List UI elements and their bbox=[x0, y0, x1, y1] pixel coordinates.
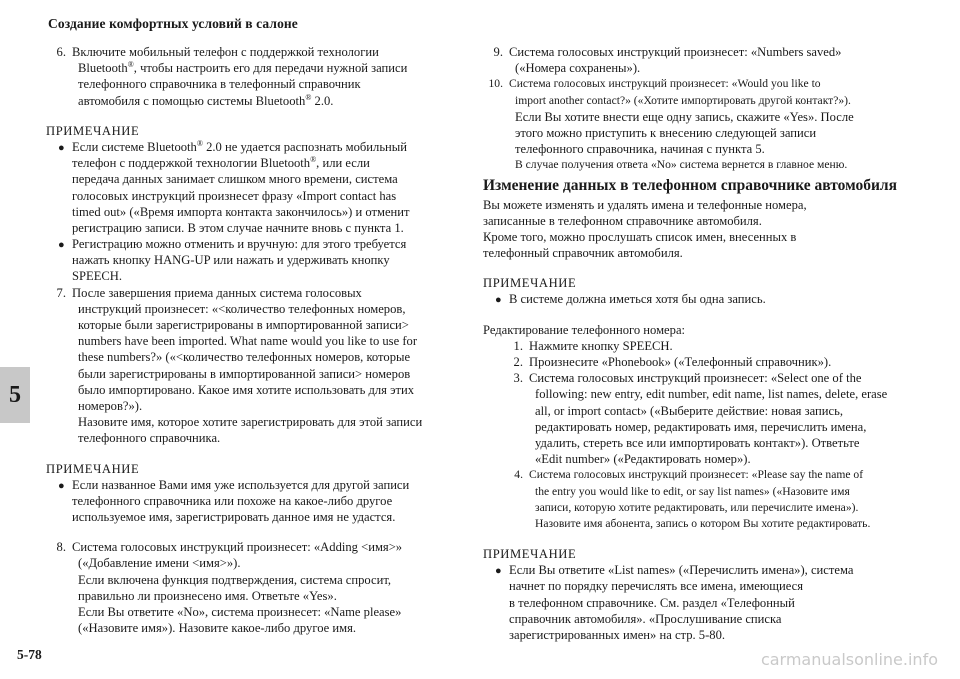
step-number: 2. bbox=[513, 355, 523, 369]
note-4 bbox=[483, 546, 903, 643]
step-number: 10. bbox=[488, 77, 503, 91]
step-text: the entry you would like to edit, or say list names» («Назовите имя bbox=[535, 484, 850, 498]
paragraph-text: Кроме того, можно прослушать список имен, внесенных в bbox=[483, 229, 797, 244]
step-text: , чтобы настроить его для передачи нужной записи bbox=[133, 61, 408, 76]
step-text: numbers have been imported. What name would you like to use for bbox=[78, 334, 418, 349]
step-text: удалить, стереть все или импортировать контакт»). Ответьте bbox=[535, 435, 860, 450]
step-number: 8. bbox=[56, 540, 66, 555]
registered-mark: ® bbox=[196, 138, 203, 148]
step-number: 4. bbox=[514, 468, 523, 482]
note-text: регистрацию записи. В этом случае начните вновь с пункта 1. bbox=[72, 220, 404, 235]
step-text: записи, которую хотите редактировать, или перечислите имена»). bbox=[535, 500, 859, 514]
paragraph-text: Вы можете изменять и удалять имена и телефонные номера, bbox=[483, 197, 807, 212]
step-text: «Edit number» («Редактировать номер»). bbox=[535, 452, 751, 467]
step-text: import another contact?» («Хотите импортировать другой контакт?»). bbox=[515, 93, 851, 107]
step-text: Система голосовых инструкций произнесет: «Select one of the bbox=[529, 371, 862, 386]
step-text: Назовите имя, которое хотите зарегистрировать для этой записи bbox=[78, 415, 423, 430]
section-tab: 5 bbox=[0, 367, 30, 423]
step-text: номеров?»). bbox=[78, 398, 143, 413]
step-number: 6. bbox=[56, 45, 66, 59]
note-text: телефон с поддержкой технологии Bluetooth bbox=[72, 156, 311, 171]
step-text: Система голосовых инструкций произнесет: «Please say the name of bbox=[529, 468, 864, 482]
step-text: Если включена функция подтверждения, система спросит, bbox=[78, 572, 392, 587]
step-text: («Номера сохранены»). bbox=[515, 61, 641, 76]
note-label: ПРИМЕЧАНИЕ bbox=[46, 123, 140, 138]
registered-mark: ® bbox=[305, 92, 312, 102]
note-label: ПРИМЕЧАНИЕ bbox=[483, 276, 577, 291]
step-text: автомобиля с помощью системы Bluetooth bbox=[78, 93, 306, 108]
note-text: В системе должна иметься хотя бы одна запись. bbox=[509, 292, 766, 307]
intro-paragraph bbox=[483, 197, 903, 262]
step-text: были зарегистрированы в импортированной записи> номеров bbox=[78, 366, 411, 381]
bullet-icon: ● bbox=[58, 239, 65, 252]
left-column bbox=[46, 44, 464, 636]
watermark: carmanualsonline.info bbox=[760, 650, 938, 669]
step-text: Включите мобильный телефон с поддержкой технологии bbox=[72, 45, 379, 59]
step-text: телефонного справочника в телефонный справочник bbox=[78, 77, 361, 92]
right-column bbox=[483, 44, 903, 643]
note-text: Если названное Вами имя уже используется для другой записи bbox=[72, 477, 410, 492]
step-10 bbox=[483, 76, 903, 173]
step-text: Система голосовых инструкций произнесет: «Would you like to bbox=[509, 77, 821, 91]
step-number: 3. bbox=[513, 371, 523, 386]
note-text: SPEECH. bbox=[72, 269, 123, 284]
note-text: голосовых инструкций произнесет фразу «Import contact has bbox=[72, 188, 397, 203]
step-text: этого можно приступить к внесению следующей записи bbox=[515, 125, 817, 140]
edit-title: Редактирование телефонного номера: bbox=[483, 322, 686, 337]
step-number: 9. bbox=[493, 45, 503, 59]
step-text: Система голосовых инструкций произнесет: «Adding <имя>» bbox=[72, 540, 403, 555]
step-text: правильно ли произнесено имя. Ответьте «Yes». bbox=[78, 588, 337, 603]
note-text: Если системе Bluetooth bbox=[72, 139, 197, 154]
note-text: в телефонном справочнике. См. раздел «Телефонный bbox=[509, 595, 795, 610]
paragraph-text: записанные в телефонном справочнике автомобиля. bbox=[483, 213, 762, 228]
step-text: телефонного справочника. bbox=[78, 431, 221, 446]
note-text: телефонного справочника или похоже на какое-либо другое bbox=[72, 493, 393, 508]
step-text: Назовите имя абонента, запись о котором Вы хотите редактировать. bbox=[535, 516, 871, 530]
note-1 bbox=[46, 123, 464, 285]
step-text: Произнесите «Phonebook» («Телефонный справочник»). bbox=[529, 355, 832, 369]
step-text: following: new entry, edit number, edit name, list names, delete, erase bbox=[535, 387, 888, 402]
bullet-icon: ● bbox=[58, 479, 65, 492]
step-text: («Назовите имя»). Назовите какое-либо другое имя. bbox=[78, 621, 357, 636]
note-label: ПРИМЕЧАНИЕ bbox=[46, 461, 140, 476]
step-text: («Добавление имени <имя>»). bbox=[78, 556, 241, 571]
step-text: Система голосовых инструкций произнесет: «Numbers saved» bbox=[509, 45, 842, 59]
step-text: 2.0. bbox=[311, 93, 334, 108]
step-text: редактировать номер, редактировать имя, перечислить имена, bbox=[535, 419, 867, 434]
step-text: В случае получения ответа «No» система вернется в главное меню. bbox=[515, 158, 848, 172]
note-text: передача данных занимает слишком много времени, система bbox=[72, 172, 398, 187]
step-number: 1. bbox=[513, 338, 523, 353]
bullet-icon: ● bbox=[58, 141, 65, 154]
note-text: 2.0 не удается распознать мобильный bbox=[202, 139, 408, 154]
step-text: Если Вы хотите внести еще одну запись, скажите «Yes». После bbox=[515, 109, 854, 124]
step-text: которые были зарегистрированы в импортированной записи> bbox=[78, 318, 409, 332]
registered-mark: ® bbox=[310, 154, 317, 164]
step-text: было импортировано. Какое имя хотите использовать для этих bbox=[78, 382, 415, 397]
page-header-title: Создание комфортных условий в салоне bbox=[48, 16, 298, 31]
note-text: Регистрацию можно отменить и вручную: для этого требуется bbox=[72, 237, 407, 252]
step-text: all, or import contact» («Выберите действие: новая запись, bbox=[535, 403, 843, 418]
step-text: Нажмите кнопку SPEECH. bbox=[529, 338, 673, 353]
registered-mark: ® bbox=[127, 60, 134, 69]
step-8 bbox=[46, 539, 464, 636]
note-text: зарегистрированных имен» на стр. 5-80. bbox=[509, 628, 726, 642]
step-list bbox=[483, 338, 903, 532]
paragraph-text: телефонный справочник автомобиля. bbox=[483, 246, 683, 261]
note-3 bbox=[483, 275, 903, 307]
note-text: timed out» («Время импорта контакта закончилось») и отменит bbox=[72, 204, 410, 219]
note-text: справочник автомобиля». «Прослушивание списка bbox=[509, 611, 782, 626]
bullet-icon: ● bbox=[495, 565, 502, 578]
note-2 bbox=[46, 461, 464, 526]
note-text: начнет по порядку перечислять все имена, имеющиеся bbox=[509, 579, 803, 594]
step-text: Bluetooth bbox=[78, 61, 128, 76]
note-text: нажать кнопку HANG-UP или нажать и удерживать кнопку bbox=[72, 253, 390, 268]
page-number: 5-78 bbox=[17, 647, 42, 662]
note-text: используемое имя, зарегистрировать данное имя не удастся. bbox=[72, 510, 396, 525]
note-text: , или если bbox=[316, 156, 370, 171]
step-9 bbox=[483, 44, 903, 76]
note-text: Если Вы ответите «List names» («Перечислить имена»), система bbox=[509, 563, 854, 578]
step-text: телефонного справочника, начиная с пункта 5. bbox=[515, 142, 765, 157]
step-text: После завершения приема данных система голосовых bbox=[72, 285, 362, 300]
step-text: инструкций произнесет: «<количество телефонных номеров, bbox=[78, 301, 406, 316]
step-7 bbox=[46, 285, 464, 447]
note-label: ПРИМЕЧАНИЕ bbox=[483, 547, 577, 562]
section-heading: Изменение данных в телефонном справочнике автомобиля bbox=[483, 176, 897, 194]
step-text: these numbers?» («<количество телефонных номеров, которые bbox=[78, 350, 411, 365]
step-text: Если Вы ответите «No», система произнесет: «Name please» bbox=[78, 605, 402, 619]
step-number: 7. bbox=[56, 285, 66, 300]
step-6 bbox=[46, 44, 464, 109]
bullet-icon: ● bbox=[495, 294, 502, 307]
